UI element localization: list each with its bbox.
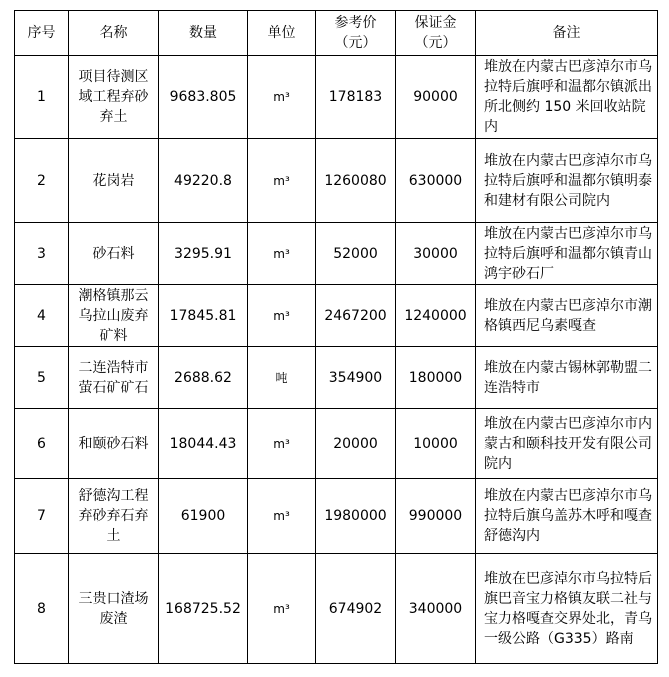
cell-qty: 17845.81 bbox=[159, 285, 248, 347]
header-qty: 数量 bbox=[159, 11, 248, 56]
cell-name: 和颐砂石料 bbox=[69, 409, 159, 479]
header-name: 名称 bbox=[69, 11, 159, 56]
cell-unit: m³ bbox=[248, 139, 316, 223]
cell-unit: m³ bbox=[248, 554, 316, 664]
cell-note: 堆放在内蒙古巴彦淖尔市乌拉特后旗呼和温都尔镇青山鸿宇砂石厂 bbox=[476, 223, 658, 285]
cell-name: 潮格镇那云乌拉山废弃矿料 bbox=[69, 285, 159, 347]
cell-qty: 168725.52 bbox=[159, 554, 248, 664]
cell-ref-price: 52000 bbox=[316, 223, 396, 285]
cell-deposit: 1240000 bbox=[396, 285, 476, 347]
cell-unit: m³ bbox=[248, 409, 316, 479]
cell-qty: 61900 bbox=[159, 479, 248, 554]
cell-deposit: 990000 bbox=[396, 479, 476, 554]
cell-deposit: 30000 bbox=[396, 223, 476, 285]
table-row bbox=[15, 285, 658, 347]
cell-deposit: 180000 bbox=[396, 347, 476, 409]
cell-deposit: 90000 bbox=[396, 56, 476, 139]
cell-name: 二连浩特市萤石矿矿石 bbox=[69, 347, 159, 409]
cell-ref-price: 1260080 bbox=[316, 139, 396, 223]
cell-deposit: 10000 bbox=[396, 409, 476, 479]
cell-qty: 9683.805 bbox=[159, 56, 248, 139]
cell-index: 8 bbox=[15, 554, 69, 664]
cell-deposit: 630000 bbox=[396, 139, 476, 223]
cell-ref-price: 178183 bbox=[316, 56, 396, 139]
table-row bbox=[15, 139, 658, 223]
cell-ref-price: 20000 bbox=[316, 409, 396, 479]
cell-index: 5 bbox=[15, 347, 69, 409]
cell-name: 项目待测区域工程弃砂弃土 bbox=[69, 56, 159, 139]
cell-qty: 3295.91 bbox=[159, 223, 248, 285]
table-header-row bbox=[15, 11, 658, 56]
cell-name: 舒德沟工程弃砂弃石弃土 bbox=[69, 479, 159, 554]
cell-deposit: 340000 bbox=[396, 554, 476, 664]
cell-note: 堆放在内蒙古巴彦淖尔市内蒙古和颐科技开发有限公司院内 bbox=[476, 409, 658, 479]
table-row bbox=[15, 409, 658, 479]
cell-note: 堆放在内蒙古巴彦淖尔市乌拉特后旗呼和温都尔镇派出所北侧约 150 米回收站院内 bbox=[476, 56, 658, 139]
material-table bbox=[14, 10, 658, 664]
table-row bbox=[15, 554, 658, 664]
cell-index: 7 bbox=[15, 479, 69, 554]
cell-name: 花岗岩 bbox=[69, 139, 159, 223]
cell-qty: 49220.8 bbox=[159, 139, 248, 223]
cell-unit: m³ bbox=[248, 56, 316, 139]
table-row bbox=[15, 56, 658, 139]
header-note: 备注 bbox=[476, 11, 658, 56]
cell-qty: 2688.62 bbox=[159, 347, 248, 409]
cell-unit: m³ bbox=[248, 285, 316, 347]
cell-note: 堆放在内蒙古巴彦淖尔市潮格镇西尼乌素嘎查 bbox=[476, 285, 658, 347]
cell-index: 2 bbox=[15, 139, 69, 223]
cell-index: 6 bbox=[15, 409, 69, 479]
cell-ref-price: 674902 bbox=[316, 554, 396, 664]
table-row bbox=[15, 479, 658, 554]
cell-index: 4 bbox=[15, 285, 69, 347]
cell-unit: m³ bbox=[248, 223, 316, 285]
cell-name: 砂石料 bbox=[69, 223, 159, 285]
cell-note: 堆放在巴彦淖尔市乌拉特后旗巴音宝力格镇友联二社与宝力格嘎查交界处北，青乌一级公路（G335）路南 bbox=[476, 554, 658, 664]
header-index: 序号 bbox=[15, 11, 69, 56]
cell-index: 1 bbox=[15, 56, 69, 139]
header-unit: 单位 bbox=[248, 11, 316, 56]
cell-note: 堆放在内蒙古巴彦淖尔市乌拉特后旗乌盖苏木呼和嘎查舒德沟内 bbox=[476, 479, 658, 554]
table-row bbox=[15, 223, 658, 285]
cell-note: 堆放在内蒙古锡林郭勒盟二连浩特市 bbox=[476, 347, 658, 409]
cell-qty: 18044.43 bbox=[159, 409, 248, 479]
cell-note: 堆放在内蒙古巴彦淖尔市乌拉特后旗呼和温都尔镇明泰和建材有限公司院内 bbox=[476, 139, 658, 223]
header-deposit: 保证金（元） bbox=[396, 11, 476, 56]
cell-ref-price: 2467200 bbox=[316, 285, 396, 347]
cell-ref-price: 1980000 bbox=[316, 479, 396, 554]
cell-name: 三贵口渣场废渣 bbox=[69, 554, 159, 664]
cell-unit: m³ bbox=[248, 479, 316, 554]
header-ref-price: 参考价（元） bbox=[316, 11, 396, 56]
cell-ref-price: 354900 bbox=[316, 347, 396, 409]
table-row bbox=[15, 347, 658, 409]
cell-index: 3 bbox=[15, 223, 69, 285]
cell-unit: 吨 bbox=[248, 347, 316, 409]
